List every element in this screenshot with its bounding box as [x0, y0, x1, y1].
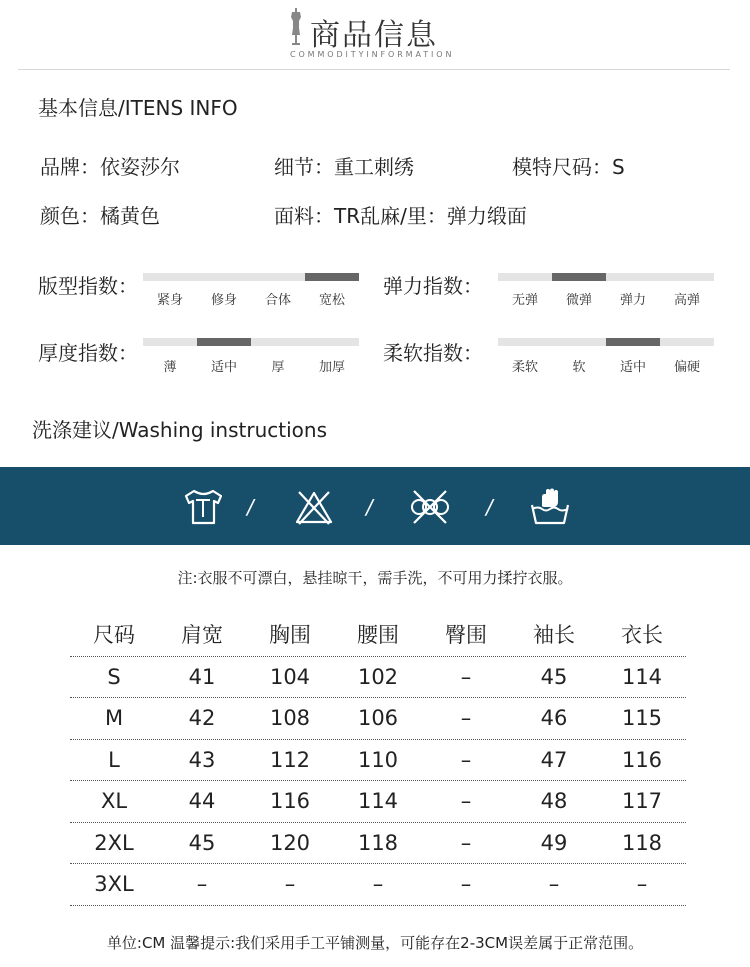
- washing-band: [0, 467, 750, 545]
- index-bar-fill: [197, 338, 251, 346]
- index-option: 加厚: [318, 360, 345, 375]
- index-options: [143, 289, 359, 307]
- basic-info-title: 基本信息/ITENS INFO: [38, 96, 238, 120]
- no-machine-wash-icon: [410, 487, 450, 527]
- size-table: [70, 615, 686, 906]
- table-cell: 115: [621, 706, 663, 730]
- icon-separator: /: [366, 495, 373, 519]
- index-bar: [498, 338, 714, 346]
- index-label: 弹力指数：: [383, 274, 483, 298]
- table-header-cell: 腰围: [357, 623, 399, 647]
- table-cell: –: [460, 747, 472, 772]
- table-header-cell: 袖长: [533, 623, 575, 647]
- index-option: 薄: [163, 360, 177, 375]
- brand-info: 品牌：依姿莎尔: [40, 155, 180, 179]
- table-cell: 117: [621, 789, 663, 813]
- index-option: 厚: [271, 360, 285, 375]
- table-header-cell: 尺码: [93, 623, 135, 647]
- index-label: 厚度指数：: [38, 341, 138, 365]
- table-row: [70, 781, 686, 823]
- index-bar-fill: [305, 273, 359, 281]
- table-cell: –: [460, 706, 472, 730]
- table-cell: 110: [357, 747, 399, 772]
- index-option: 修身: [210, 293, 237, 308]
- index-option: 柔软: [511, 360, 538, 375]
- index-options: [498, 289, 714, 307]
- table-cell: –: [548, 872, 560, 896]
- table-cell: –: [460, 789, 472, 813]
- no-bleach-icon: [294, 487, 334, 527]
- page-header: [0, 0, 750, 70]
- table-cell: 116: [269, 789, 311, 813]
- index-option: 偏硬: [673, 360, 700, 375]
- index-bar-fill: [606, 338, 660, 346]
- table-cell: –: [460, 830, 472, 855]
- index-option: 适中: [619, 360, 646, 375]
- index-option: 适中: [210, 360, 237, 375]
- table-cell: 112: [269, 747, 311, 772]
- table-cell: 47: [540, 747, 568, 772]
- index-bar: [498, 273, 714, 281]
- table-cell: –: [372, 872, 384, 896]
- table-cell: –: [460, 664, 472, 689]
- table-cell: 44: [188, 789, 216, 813]
- table-cell: –: [196, 872, 208, 896]
- table-cell: 118: [357, 830, 399, 855]
- index-option: 高弹: [673, 293, 700, 308]
- table-cell: 108: [269, 706, 311, 730]
- table-cell: 43: [188, 747, 216, 772]
- table-row: [70, 698, 686, 740]
- index-options: [498, 356, 714, 374]
- page-subtitle: COMMODITYINFORMATION: [290, 50, 455, 59]
- table-cell: 104: [269, 664, 311, 689]
- table-cell: –: [460, 872, 472, 896]
- table-cell: 46: [540, 706, 568, 730]
- color-info: 颜色：橘黄色: [40, 204, 160, 228]
- detail-info: 细节：重工刺绣: [274, 155, 414, 179]
- measurement-footnote: 单位:CM 温馨提示:我们采用手工平铺测量，可能存在2-3CM误差属于正常范围。: [106, 934, 644, 952]
- table-cell: 120: [269, 830, 311, 855]
- index-bar-fill: [552, 273, 606, 281]
- table-row: [70, 657, 686, 699]
- table-cell: 48: [540, 789, 568, 813]
- table-cell: –: [284, 872, 296, 896]
- model-size-info: 模特尺码：S: [512, 155, 625, 179]
- hand-wash-icon: [530, 487, 570, 527]
- size-label-cell: 3XL: [94, 872, 134, 896]
- size-label-cell: M: [104, 706, 124, 730]
- index-label: 版型指数：: [38, 274, 138, 298]
- table-row: [70, 740, 686, 782]
- index-bar: [143, 273, 359, 281]
- table-cell: 41: [188, 664, 216, 689]
- size-label-cell: 2XL: [94, 830, 134, 855]
- fabric-info: 面料：TR乱麻/里：弹力缎面: [274, 204, 527, 228]
- index-label: 柔软指数：: [383, 341, 483, 365]
- icon-separator: /: [486, 495, 493, 519]
- header-divider: [18, 69, 730, 70]
- table-cell: 116: [621, 747, 663, 772]
- table-row: [70, 864, 686, 906]
- index-option: 无弹: [511, 293, 538, 308]
- table-cell: 106: [357, 706, 399, 730]
- index-bar: [143, 338, 359, 346]
- table-cell: –: [636, 872, 648, 896]
- washing-note: 注:衣服不可漂白，悬挂晾干，需手洗，不可用力揉拧衣服。: [177, 569, 573, 587]
- index-option: 弹力: [619, 293, 646, 308]
- table-cell: 45: [188, 830, 216, 855]
- table-header-cell: 臀围: [445, 623, 487, 647]
- mannequin-icon: [289, 8, 303, 46]
- table-row: [70, 823, 686, 865]
- table-header-cell: 胸围: [269, 623, 311, 647]
- index-options: [143, 356, 359, 374]
- table-cell: 49: [540, 830, 568, 855]
- table-cell: 102: [357, 664, 399, 689]
- washing-title: 洗涤建议/Washing instructions: [32, 418, 327, 442]
- index-option: 软: [572, 360, 586, 375]
- index-option: 宽松: [318, 293, 345, 308]
- table-cell: 114: [621, 664, 663, 689]
- index-option: 合体: [264, 293, 291, 308]
- table-header-cell: 肩宽: [181, 623, 223, 647]
- index-option: 微弹: [565, 293, 592, 308]
- tshirt-icon: [182, 487, 222, 527]
- table-cell: 45: [540, 664, 568, 689]
- size-label-cell: L: [108, 747, 120, 772]
- size-label-cell: XL: [100, 789, 128, 813]
- table-cell: 114: [357, 789, 399, 813]
- table-cell: 118: [621, 830, 663, 855]
- index-option: 紧身: [156, 293, 183, 308]
- page-title: 商品信息: [310, 18, 438, 53]
- size-label-cell: S: [107, 664, 121, 689]
- icon-separator: /: [247, 495, 254, 519]
- table-header-cell: 衣长: [621, 623, 663, 647]
- table-header-row: [70, 615, 686, 657]
- table-cell: 42: [188, 706, 216, 730]
